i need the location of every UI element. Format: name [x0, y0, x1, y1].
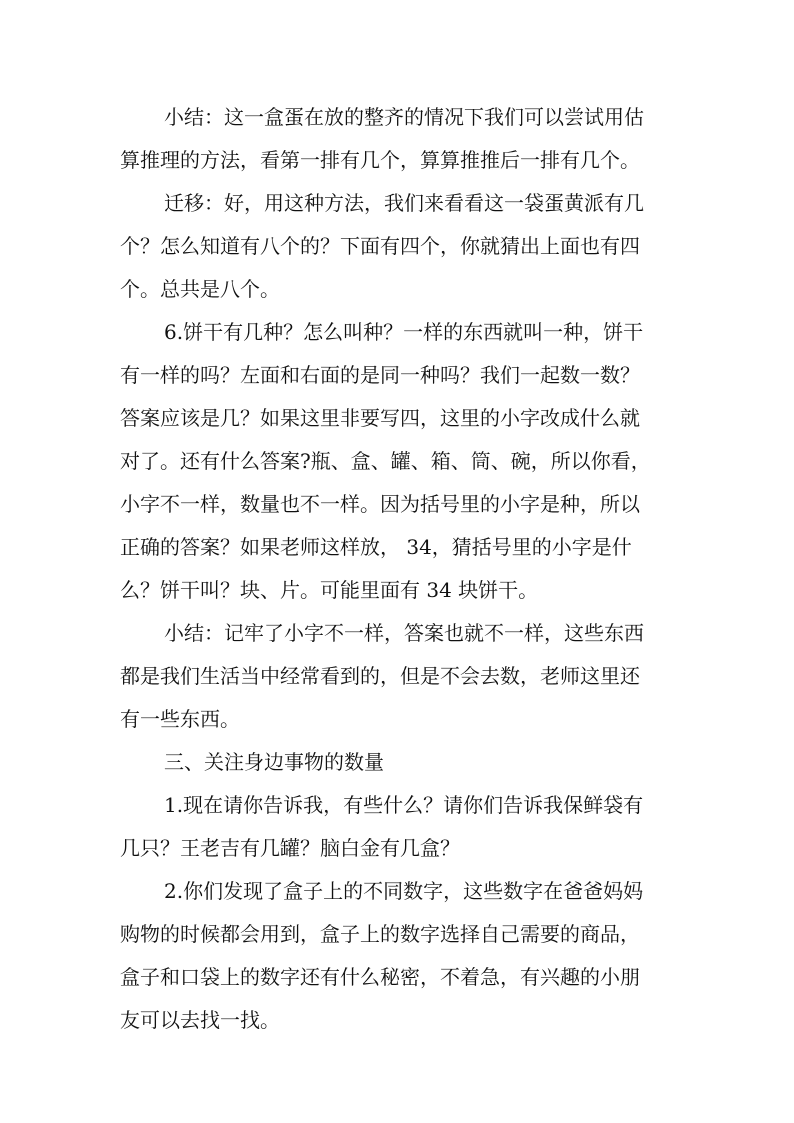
text-line: 购物的时候都会用到，盒子上的数字选择自己需要的商品，	[120, 922, 640, 946]
text-line: 2.你们发现了盒子上的不同数字，这些数字在爸爸妈妈	[164, 879, 644, 903]
text-line: 小结：这一盒蛋在放的整齐的情况下我们可以尝试用估	[164, 105, 644, 129]
text-line: 友可以去找一找。	[120, 1008, 280, 1032]
text-line: 答案应该是几？如果这里非要写四，这里的小字改成什么就	[120, 406, 640, 430]
text-line: 迁移：好，用这种方法，我们来看看这一袋蛋黄派有几	[164, 191, 644, 215]
text-line: 对了。还有什么答案?瓶、盒、罐、箱、筒、碗，所以你看，	[120, 449, 651, 473]
section-heading: 三、关注身边事物的数量	[164, 750, 384, 774]
text-line: 个。总共是八个。	[120, 277, 280, 301]
text-line: 都是我们生活当中经常看到的，但是不会去数，老师这里还	[120, 664, 640, 688]
text-line: 1.现在请你告诉我，有些什么？请你们告诉我保鲜袋有	[164, 793, 644, 817]
text-line: 个？怎么知道有八个的？下面有四个，你就猜出上面也有四	[120, 234, 640, 258]
text-line: 正确的答案？如果老师这样放， 34，猜括号里的小字是什	[120, 535, 632, 559]
text-line: 几只？王老吉有几罐？脑白金有几盒？	[120, 836, 460, 860]
text-line: 有一些东西。	[120, 707, 240, 731]
text-line: 有一样的吗？左面和右面的是同一种吗？我们一起数一数？	[120, 363, 640, 387]
text-line: 小结：记牢了小字不一样，答案也就不一样，这些东西	[164, 621, 644, 645]
text-line: 6.饼干有几种？怎么叫种？一样的东西就叫一种，饼干	[164, 320, 644, 344]
text-line: 么？饼干叫？块、片。可能里面有 34 块饼干。	[120, 578, 539, 602]
text-line: 盒子和口袋上的数字还有什么秘密，不着急，有兴趣的小朋	[120, 965, 640, 989]
text-line: 算推理的方法，看第一排有几个，算算推推后一排有几个。	[120, 148, 640, 172]
text-line: 小字不一样，数量也不一样。因为括号里的小字是种，所以	[120, 492, 640, 516]
